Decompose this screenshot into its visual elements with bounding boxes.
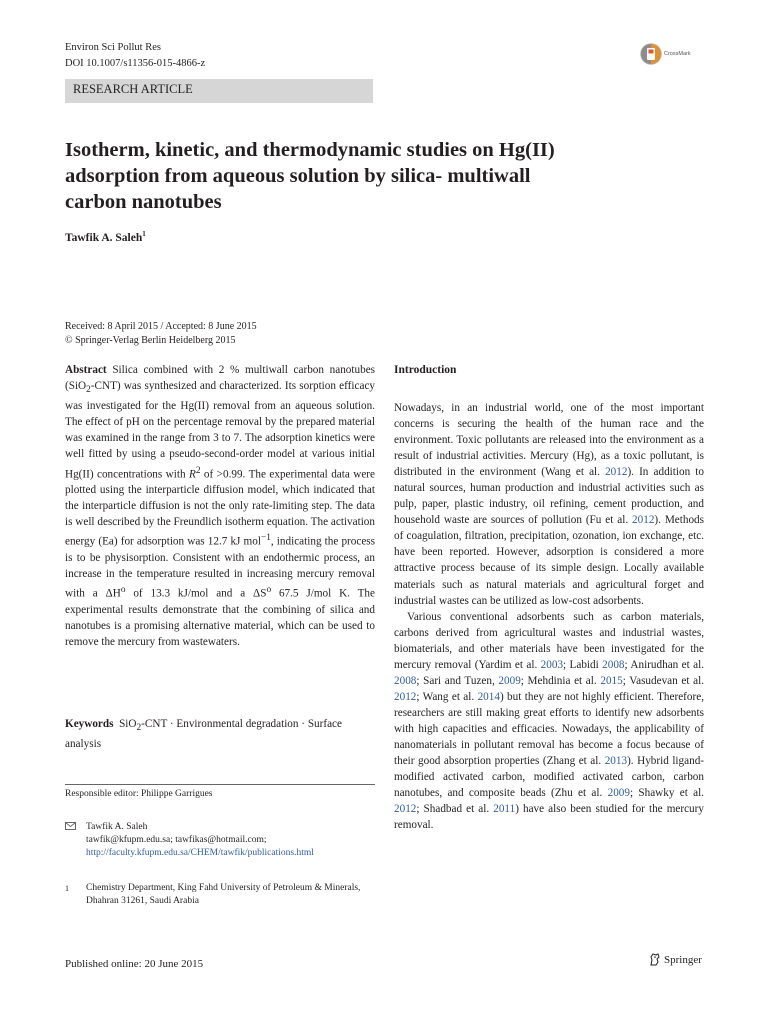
correspondence — [65, 821, 375, 860]
author-name[interactable]: Tawfik A. Saleh — [65, 231, 143, 244]
citation-link[interactable]: 2012 — [632, 514, 655, 527]
introduction-paragraph: Various conventional adsorbents such as carbon materials, carbons derived from agricultural wastes and industrial wastes, biomaterials, and other materials have been investigated for the mercury removal (Yardim et al. 2003; Labidi 2008; Anirudhan et al. 2008; Sari and Tuzen, 2009; Mehdinia et al. 2015; Vasudevan et al. 2012; Wang et al. 2014) but they are not highly efficient. Therefore, researchers are still making great efforts to identify new adsorbents with high capacities and efficacies. Nowadays, the applicability of nanomaterials in pollutant removal has become a focus because of their good absorption properties (Zhang et al. 2013). Hybrid ligand-modified activated carbon, modified activated carbon, carbon nanotubes, and composite beads (Zhu et al. 2009; Shawky et al. 2012; Shadbad et al. 2011) have also been studied for the mercury removal. — [394, 610, 705, 832]
affiliation-text: Chemistry Department, King Fahd University of Petroleum & Minerals, Dhahran 31261, Saudi Arabia — [86, 883, 361, 906]
citation-link[interactable]: 2009 — [607, 787, 630, 800]
citation-link[interactable]: 2012 — [394, 803, 417, 816]
citation-link[interactable]: 2011 — [493, 803, 516, 816]
crossmark-icon — [640, 42, 662, 66]
citation-link[interactable]: 2013 — [604, 755, 628, 768]
publisher-name: Springer — [664, 953, 702, 966]
crossmark-badge[interactable] — [640, 42, 691, 66]
contact-emails[interactable]: tawfik@kfupm.edu.sa; tawfikas@hotmail.com; — [86, 835, 267, 845]
keywords-label: Keywords — [65, 718, 114, 730]
article-title: Isotherm, kinetic, and thermodynamic studies on Hg(II) adsorption from aqueous solution by silica- multiwall carbon nanotubes — [65, 139, 555, 213]
citation-link[interactable]: 2008 — [602, 658, 625, 671]
responsible-editor: Responsible editor: Philippe Garrigues — [65, 789, 213, 799]
article-dates — [65, 320, 257, 348]
citation-link[interactable]: 2012 — [394, 690, 417, 703]
crossmark-label: CrossMark — [664, 51, 691, 57]
published-online: Published online: 20 June 2015 — [65, 958, 204, 970]
envelope-icon — [65, 822, 76, 830]
keyword-item[interactable]: SiO$_2$-CNT — [119, 718, 168, 734]
contact-url[interactable]: http://faculty.kfupm.edu.sa/CHEM/tawfik/publications.html — [86, 848, 314, 858]
publisher-logo — [649, 953, 702, 966]
copyright: © Springer-Verlag Berlin Heidelberg 2015 — [65, 335, 236, 346]
introduction-section — [394, 362, 704, 833]
introduction-heading: Introduction — [394, 364, 457, 376]
citation-link[interactable]: 2014 — [477, 690, 500, 703]
contact-name: Tawfik A. Saleh — [86, 822, 148, 832]
abstract-section — [65, 362, 375, 650]
citation-link[interactable]: 2015 — [600, 674, 623, 687]
citation-link[interactable]: 2008 — [394, 674, 417, 687]
affiliation-number: 1 — [65, 884, 69, 893]
author-line — [65, 230, 146, 244]
received-accepted: Received: 8 April 2015 / Accepted: 8 June 2015 — [65, 321, 257, 332]
springer-horse-icon — [649, 953, 661, 966]
citation-link[interactable]: 2003 — [540, 658, 564, 671]
journal-name: Environ Sci Pollut Res — [65, 42, 161, 53]
footnote-divider — [65, 784, 375, 785]
affiliation-mark: 1 — [142, 230, 146, 238]
keywords: Keywords SiO$_2$-CNT · Environmental degradation · Surface analysis — [65, 718, 342, 751]
keyword-item[interactable]: Surface analysis — [65, 718, 342, 751]
introduction-paragraph: Nowadays, in an industrial world, one of the most important concerns is securing the health of the human race and the environment. Toxic pollutants are released into the environment as a result of industrial activities. Mercury (Hg), as a toxic pollutant, is distributed in the environment (Wang et al. 2012). In addition to natural sources, human production and industrial activities such as pulp, paper, plastic industry, oil refining, cement production, and household waste are sources of pollution (Fu et al. 2012). Methods of coagulation, filtration, precipitation, ozonation, ion exchange, etc. have been reported. However, adsorption is considered a more attractive process because of its simple design. Locally available materials such as natural materials and agricultural forget and industrial wastes can be utilized as low-cost adsorbents. — [394, 402, 704, 607]
citation-link[interactable]: 2012 — [605, 466, 628, 479]
abstract-label: Abstract — [65, 364, 107, 376]
citation-link[interactable]: 2009 — [498, 674, 521, 687]
doi[interactable]: DOI 10.1007/s11356-015-4866-z — [65, 58, 206, 69]
journal-header — [65, 40, 205, 72]
affiliation — [65, 882, 375, 908]
keyword-item[interactable]: Environmental degradation — [176, 718, 299, 730]
article-type-banner: RESEARCH ARTICLE — [65, 79, 373, 103]
abstract-text: Abstract Silica combined with 2 % multiwall carbon nanotubes (SiO$_2$-CNT) was synthesized and characterized. Its sorption efficacy was investigated for the Hg(II) removal from an aqueous solution. The effect of pH on the percentage removal by the prepared material was examined in the range from 3 to 7. The adsorption kinetics were well fitted by using a pseudo-second-order model at various initial Hg(II) concentrations with $R^2$ of >0.99. The experimental data were plotted using the interparticle diffusion model, which indicated that the interparticle diffusion is not the only rate-limiting step. The data is well described by the Freundlich isotherm equation. The activation energy (Ea) for adsorption was 12.7 kJ mol$^{-1}$, indicating the process is to be physisorption. Consistent with an endothermic process, an increase in the temperature resulted in increasing mercury removal with a $\Delta H^o$ of 13.3 kJ/mol and a $\Delta S^o$ 67.5 J/mol K. The experimental results demonstrate that the combining of silica and nanotubes is a promising alternative material, which can be used to remove the mercury from wastewaters. — [65, 364, 376, 649]
